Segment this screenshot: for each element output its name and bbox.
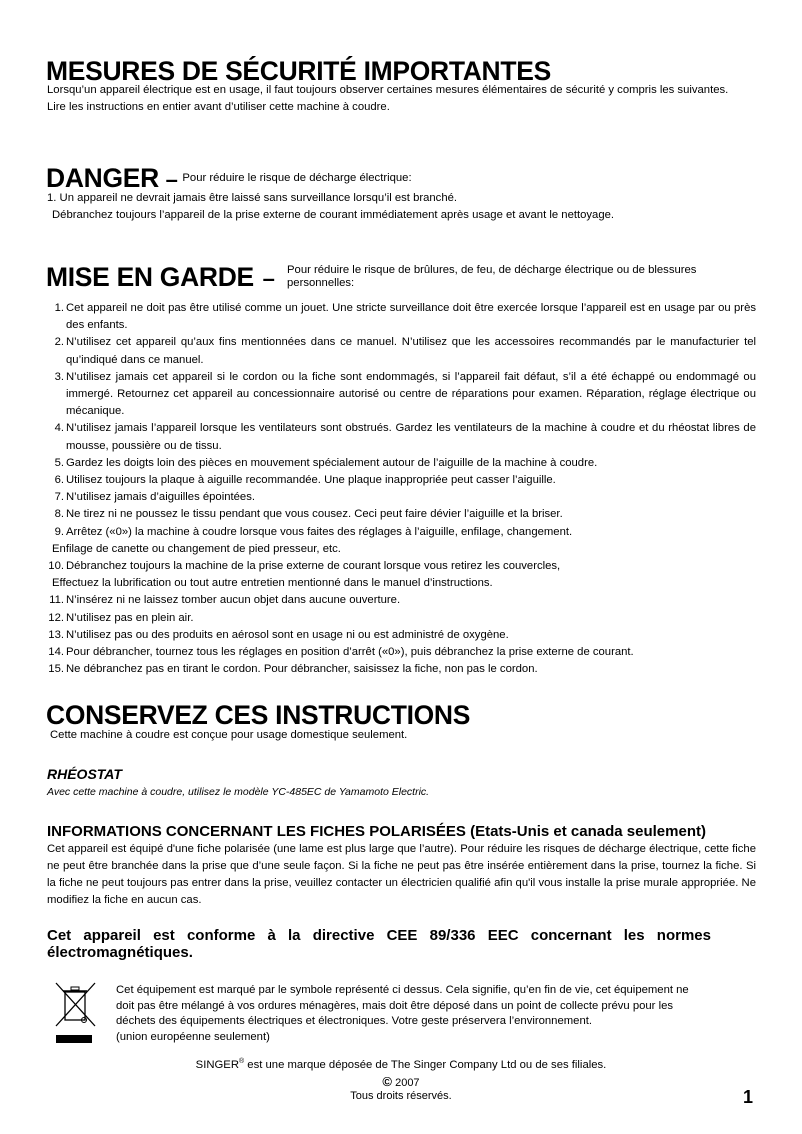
warning-item	[48, 455, 756, 472]
warning-item	[48, 369, 756, 421]
item-number: 2.	[54, 336, 64, 349]
rights-text: Tous droits réservés.	[350, 1090, 452, 1102]
warning-heading: MISE EN GARDE	[46, 262, 254, 292]
item-text: N’utilisez pas ou des produits en aérosol sont en usage ni ou est administré de oxygène.	[66, 628, 509, 641]
item-number: 13.	[48, 628, 64, 641]
registered-mark: ®	[238, 1058, 245, 1065]
page-number: 1	[743, 1087, 754, 1107]
item-text: Ne débranchez pas en tirant le cordon. Pour débrancher, saisissez la fiche, non pas le cordon.	[66, 663, 538, 676]
warning-dash: –	[262, 266, 275, 291]
danger-line: 1. Un appareil ne devrait jamais être laissé sans surveillance lorsqu’il est branché.	[47, 192, 458, 204]
polarized-text: Cet appareil est équipé d'une fiche polarisée (une lame est plus large que l’autre). Pour réduire les risques de décharge électrique, cette fiche ne peut être branchée dans la prise que d’une seule façon. Si la fiche ne peut pas être insérée entièrement dans la prise, tournez la fiche. Si la fiche ne peut toujours pas entrer dans la prise, veuillez contacter un électricien qualifié afin qu'il vous installe la prise murale appropriée. Ne modifiez la fiche en aucun cas.	[47, 843, 756, 906]
weee-line: (union européenne seulement)	[116, 1030, 270, 1043]
danger-heading: DANGER	[46, 163, 159, 193]
intro-text	[47, 82, 756, 116]
item-number: 1.	[54, 302, 64, 314]
warning-item	[48, 300, 756, 334]
warning-item	[48, 472, 756, 489]
trademark-notice	[0, 1058, 802, 1071]
copyright-symbol: ©	[382, 1074, 393, 1089]
item-text: N’utilisez jamais l’appareil lorsque les ventilateurs sont obstrués. Gardez les ventilateurs de la machine à coudre et du rhéostat libres de mousse, poussière ou de tissu.	[66, 422, 756, 452]
keep-heading: CONSERVEZ CES INSTRUCTIONS	[46, 700, 471, 730]
item-number: 5.	[54, 456, 64, 469]
weee-line: doit pas être mélangé à vos ordures ménagères, mais doit être déposé dans un point de collecte prévu pour les	[116, 999, 674, 1012]
trademark-text: est une marque déposée de The Singer Company Ltd ou de ses filiales.	[244, 1058, 607, 1071]
item-text: Utilisez toujours la plaque à aiguille recommandée. Une plaque inappropriée peut casser l’aiguille.	[66, 474, 556, 487]
trademark-brand: SINGER	[195, 1058, 239, 1071]
intro-paragraph: Lorsqu’un appareil électrique est en usage, il faut toujours observer certaines mesures élémentaires de sécurité y compris les suivantes.	[47, 84, 729, 96]
warning-item	[48, 575, 756, 592]
warning-item	[48, 334, 756, 368]
warning-subtitle: Pour réduire le risque de brûlures, de feu, de décharge électrique ou de blessures personnelles:	[287, 264, 697, 289]
intro-paragraph: Lire les instructions en entier avant d’utiliser cette machine à coudre.	[47, 101, 390, 113]
warning-item	[48, 627, 756, 644]
item-text: Enfilage de canette ou changement de pied presseur, etc.	[52, 542, 341, 555]
item-number: 12.	[48, 611, 64, 624]
item-number: 4.	[54, 422, 64, 435]
danger-dash: –	[165, 167, 178, 192]
item-text: N’utilisez pas en plein air.	[66, 611, 194, 624]
item-number: 6.	[54, 474, 64, 487]
warning-item	[48, 524, 756, 541]
warning-item	[48, 541, 756, 558]
page-title: MESURES DE SÉCURITÉ IMPORTANTES	[46, 56, 551, 86]
warning-item	[48, 661, 756, 678]
warning-item	[48, 644, 756, 661]
item-number: 3.	[54, 370, 64, 383]
danger-line: Débranchez toujours l’appareil de la prise externe de courant immédiatement après usage et avant le nettoyage.	[52, 209, 615, 221]
weee-line: Cet équipement est marqué par le symbole représenté ci dessus. Cela signifie, qu’en fin de vie, cet équipement ne	[116, 984, 689, 996]
warning-item	[48, 592, 756, 609]
item-number: 11.	[49, 594, 64, 607]
item-text: Cet appareil ne doit pas être utilisé comme un jouet. Une stricte surveillance doit être exercée lorsque l’appareil est en usage par ou près des enfants.	[66, 302, 756, 332]
copyright	[0, 1075, 802, 1103]
item-text: N’utilisez jamais cet appareil si le cordon ou la fiche sont endommagés, si l’appareil fait défaut, s’il a été échappé ou endommagé ou immergé. Retournez cet appareil au concessionnaire autorisé ou centre de réparations pour examen. Réparation, réglage électrique ou mécanique.	[66, 370, 756, 418]
item-text: N’utilisez jamais d’aiguilles épointées.	[66, 491, 256, 504]
item-number: 15.	[48, 663, 64, 676]
keep-text: Cette machine à coudre est conçue pour usage domestique seulement.	[50, 729, 408, 741]
item-number: 7.	[54, 491, 64, 504]
item-number: 10.	[48, 560, 64, 573]
item-text: Arrêtez («0») la machine à coudre lorsque vous faites des réglages à l’aiguille, enfilage, changement.	[66, 525, 573, 538]
crossed-bin-icon	[53, 980, 101, 1046]
danger-header	[46, 163, 412, 193]
item-number: 14.	[48, 646, 64, 659]
weee-line: déchets des équipements électriques et électroniques. Votre geste préservera l’environnement.	[116, 1015, 593, 1027]
danger-subtitle: Pour réduire le risque de décharge électrique:	[182, 172, 412, 184]
rheostat-text: Avec cette machine à coudre, utilisez le modèle YC-485EC de Yamamoto Electric.	[47, 786, 430, 798]
warning-item	[48, 420, 756, 454]
warning-item	[48, 610, 756, 627]
copyright-year: 2007	[395, 1077, 420, 1089]
polarized-heading: INFORMATIONS CONCERNANT LES FICHES POLARISÉES (Etats-Unis et canada seulement)	[47, 823, 706, 840]
item-text: N’insérez ni ne laissez tomber aucun objet dans aucune ouverture.	[66, 594, 401, 607]
item-text: Ne tirez ni ne poussez le tissu pendant que vous cousez. Ceci peut faire dévier l’aiguille et la briser.	[66, 508, 563, 521]
item-number: 9.	[54, 525, 64, 538]
item-text: N’utilisez cet appareil qu’aux fins mentionnées dans ce manuel. N’utilisez que les accessoires recommandés par le manufacturier tel qu’indiqué dans ce manuel.	[66, 336, 756, 366]
rheostat-heading: RHÉOSTAT	[47, 766, 122, 782]
warning-item	[48, 558, 756, 575]
warning-item	[48, 506, 756, 523]
item-text: Gardez les doigts loin des pièces en mouvement spécialement autour de l’aiguille de la machine à coudre.	[66, 456, 598, 469]
warning-item	[48, 489, 756, 506]
item-number: 8.	[54, 508, 64, 521]
item-text: Pour débrancher, tournez tous les réglages en position d’arrêt («0»), puis débranchez la prise externe de courant.	[66, 646, 634, 659]
warning-list	[48, 300, 756, 678]
item-text: Effectuez la lubrification ou tout autre entretien mentionné dans le manuel d’instructions.	[52, 577, 493, 590]
warning-header	[46, 262, 275, 292]
weee-text	[116, 983, 689, 1045]
item-text: Débranchez toujours la machine de la prise externe de courant lorsque vous retirez les couvercles,	[66, 560, 561, 573]
directive-text: Cet appareil est conforme à la directive CEE 89/336 EEC concernant les normes électromagnétiques.	[47, 927, 711, 961]
